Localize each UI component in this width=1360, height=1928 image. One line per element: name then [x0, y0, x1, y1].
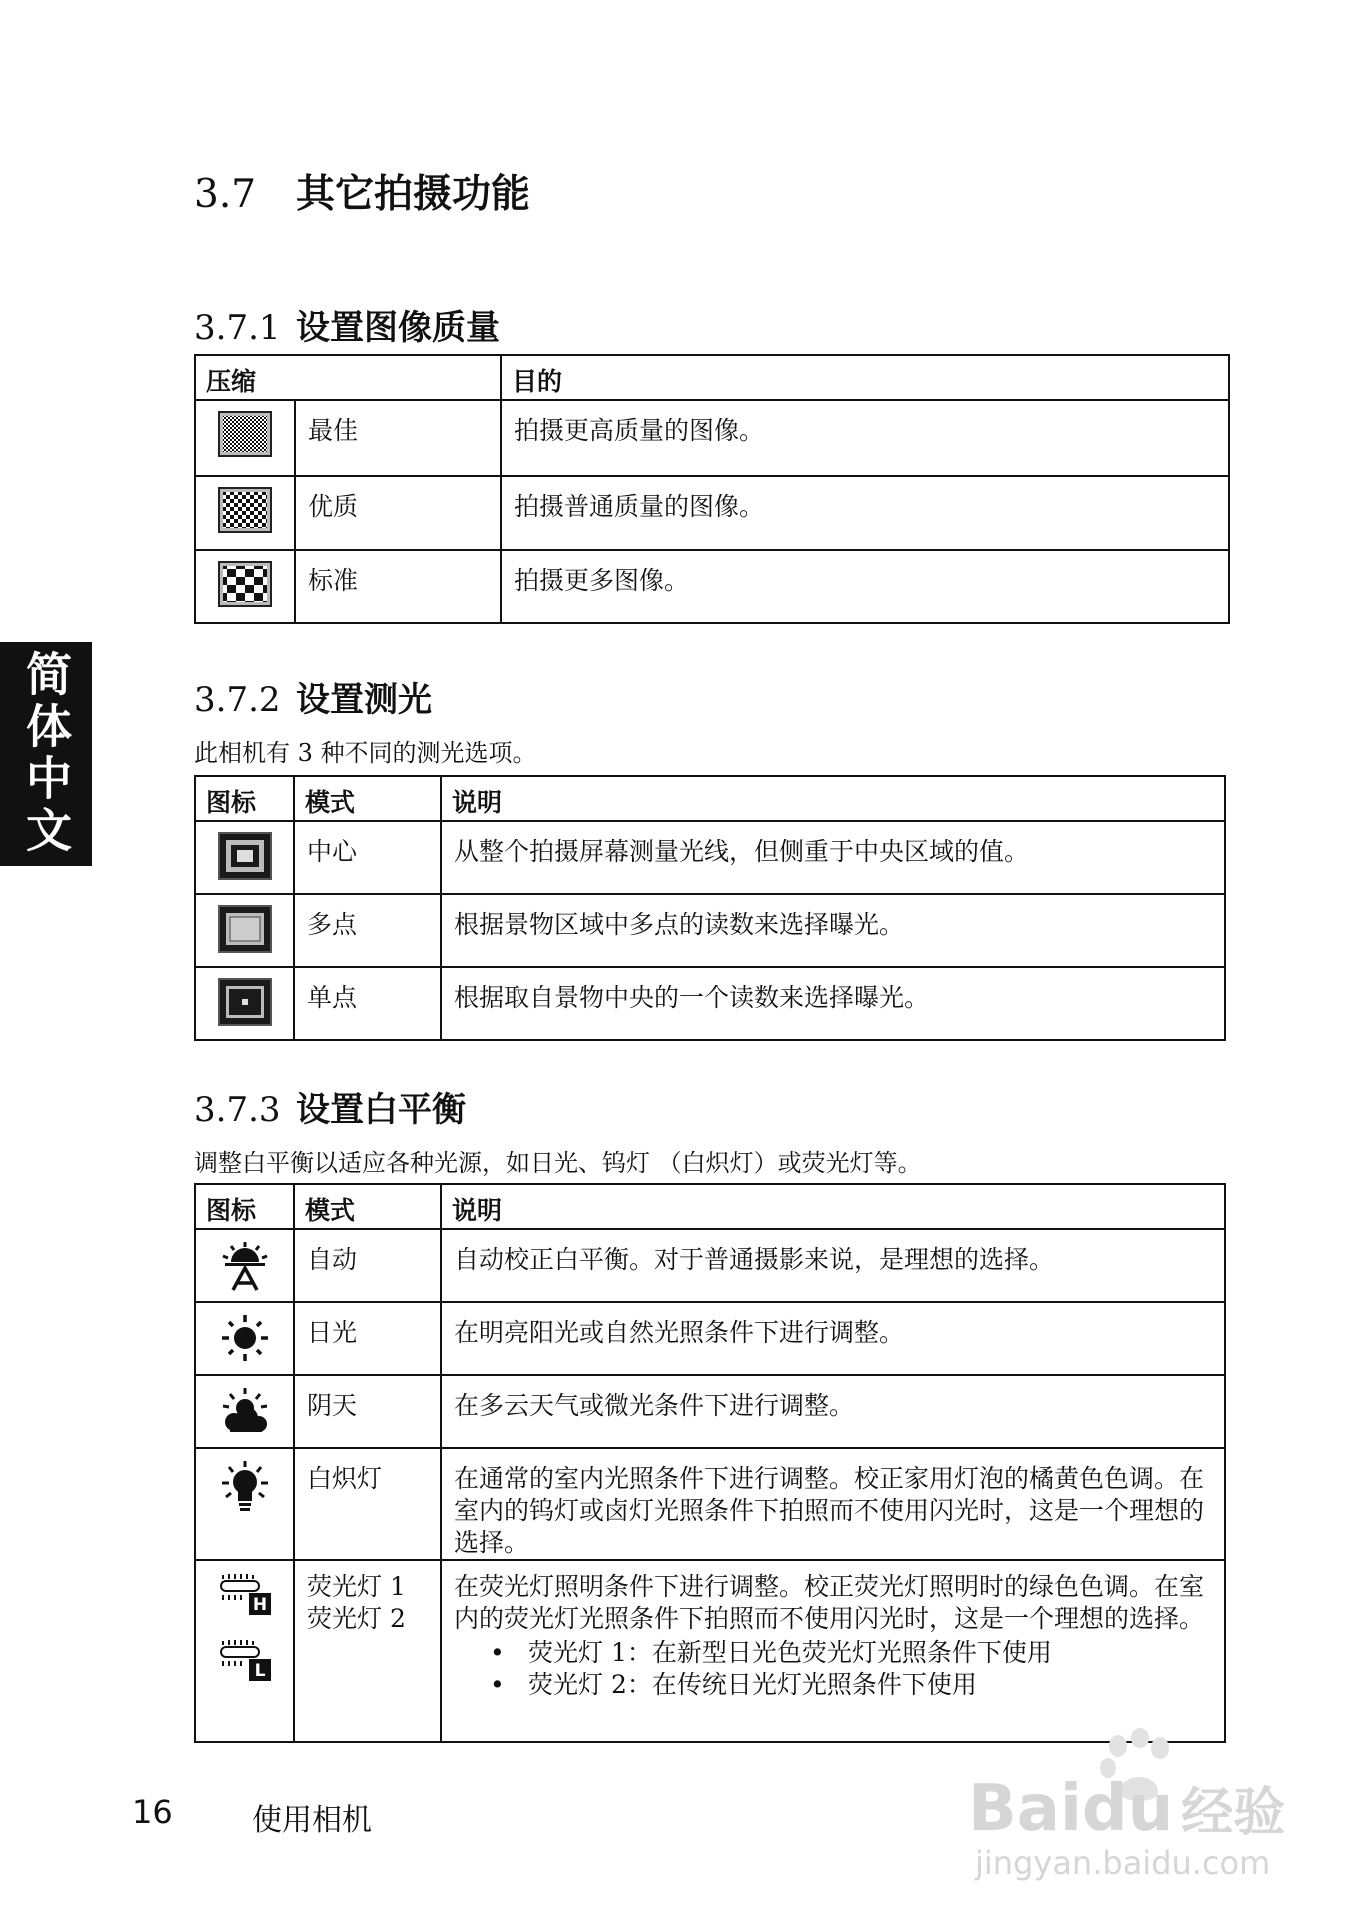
language-label: 简体中文 — [19, 650, 73, 858]
mode-label: 白炽灯 — [294, 1448, 441, 1560]
mode-label: 阴天 — [294, 1375, 441, 1448]
header-description: 说明 — [441, 776, 1225, 821]
list-item — [490, 1637, 1212, 1669]
fluorescent-mode-1 — [307, 1571, 428, 1603]
mode-description: 自动校正白平衡。对于普通摄影来说，是理想的选择。 — [441, 1229, 1225, 1302]
metering-number: 3.7.2 — [194, 680, 281, 720]
section-number: 3.7 — [194, 172, 257, 217]
fluorescent-h-letter: H — [252, 1595, 267, 1615]
table-row — [195, 894, 1225, 967]
bullet-2-text: ：在传统日光灯光照条件下使用 — [626, 1670, 977, 1699]
header-icon: 图标 — [195, 1184, 294, 1229]
metering-center-icon — [195, 821, 294, 894]
wb-cloudy-icon — [195, 1375, 294, 1448]
table-row — [195, 1229, 1225, 1302]
wb-fluorescent-icons — [195, 1560, 294, 1742]
metering-intro-a: 此相机有 — [194, 739, 290, 767]
metering-title: 设置测光 — [296, 680, 432, 720]
metering-center-icon-graphic — [218, 832, 272, 880]
mode-description: 在多云天气或微光条件下进行调整。 — [441, 1375, 1225, 1448]
fluorescent-h-icon — [217, 1571, 273, 1623]
white-balance-table — [194, 1183, 1226, 1743]
mode-description: 拍摄普通质量的图像。 — [501, 476, 1229, 550]
quality-fine-icon — [195, 476, 295, 550]
wb-intro: 调整白平衡以适应各种光源，如日光、钨灯 （白炽灯）或荧光灯等。 — [194, 1149, 922, 1177]
mode-description: 在明亮阳光或自然光照条件下进行调整。 — [441, 1302, 1225, 1375]
watermark-brand-a: Bai — [968, 1772, 1082, 1846]
table-row — [195, 1375, 1225, 1448]
mode-label: 自动 — [294, 1229, 441, 1302]
fluorescent-mode-2-number: 2 — [389, 1604, 406, 1633]
mode-label: 日光 — [294, 1302, 441, 1375]
table-row — [195, 1302, 1225, 1375]
bullet-1-number: 1 — [610, 1638, 627, 1667]
metering-spot-icon — [195, 967, 294, 1040]
fluorescent-mode-1-text: 荧光灯 — [307, 1572, 383, 1601]
mode-description: 根据景物区域中多点的读数来选择曝光。 — [441, 894, 1225, 967]
table-row — [195, 476, 1229, 550]
wb-title: 设置白平衡 — [296, 1090, 466, 1130]
quality-normal-icon — [195, 550, 295, 623]
metering-heading — [194, 672, 432, 721]
table-header-row — [195, 776, 1225, 821]
table-header-row — [195, 355, 1229, 400]
fluorescent-mode-2 — [307, 1603, 428, 1635]
header-icon: 图标 — [195, 776, 294, 821]
fluorescent-mode-1-number: 1 — [389, 1572, 406, 1601]
header-mode: 模式 — [294, 776, 441, 821]
wb-number: 3.7.3 — [194, 1090, 281, 1130]
quality-title: 设置图像质量 — [296, 308, 500, 348]
header-compression: 压缩 — [195, 355, 501, 400]
table-header-row — [195, 1184, 1225, 1229]
quality-table — [194, 354, 1230, 624]
table-row — [195, 1448, 1225, 1560]
watermark-brand-b: du — [1081, 1772, 1174, 1846]
metering-intro — [194, 733, 537, 768]
fluorescent-l-icon — [217, 1637, 273, 1689]
mode-label: 标准 — [295, 550, 501, 623]
bullet-1-label: 荧光灯 — [528, 1638, 604, 1667]
quality-best-icon — [195, 400, 295, 476]
bullet-1-text: ：在新型日光色荧光灯光照条件下使用 — [626, 1638, 1052, 1667]
quality-best-icon-graphic — [218, 411, 272, 457]
fluorescent-l-letter: L — [254, 1661, 265, 1681]
mode-label-fluorescent — [294, 1560, 441, 1742]
section-heading — [194, 163, 530, 219]
header-purpose: 目的 — [501, 355, 1229, 400]
mode-label: 优质 — [295, 476, 501, 550]
wb-heading — [194, 1082, 466, 1131]
mode-label: 中心 — [294, 821, 441, 894]
table-row — [195, 1560, 1225, 1742]
metering-intro-b: 种不同的测光选项。 — [320, 739, 537, 767]
bullet-2-label: 荧光灯 — [528, 1670, 604, 1699]
metering-intro-number: 3 — [297, 739, 313, 767]
fluorescent-bullet-list — [454, 1637, 1212, 1701]
watermark-brand-c: 经验 — [1181, 1783, 1286, 1843]
fluorescent-mode-2-text: 荧光灯 — [307, 1604, 383, 1633]
mode-description: 拍摄更高质量的图像。 — [501, 400, 1229, 476]
quality-fine-icon-graphic — [218, 487, 272, 533]
wb-daylight-icon-graphic — [220, 1313, 270, 1363]
mode-label: 单点 — [294, 967, 441, 1040]
table-row — [195, 967, 1225, 1040]
quality-heading — [194, 300, 500, 349]
wb-tungsten-icon — [195, 1448, 294, 1560]
watermark-url: jingyan.baidu.com — [975, 1844, 1271, 1882]
table-row — [195, 821, 1225, 894]
table-row — [195, 550, 1229, 623]
metering-table — [194, 775, 1226, 1041]
wb-auto-icon-graphic — [221, 1240, 269, 1292]
metering-spot-icon-graphic — [218, 978, 272, 1026]
mode-description: 从整个拍摄屏幕测量光线，但侧重于中央区域的值。 — [441, 821, 1225, 894]
watermark-logo — [968, 1770, 1285, 1846]
quality-normal-icon-graphic — [218, 561, 272, 607]
page-number: 16 — [132, 1793, 173, 1831]
header-mode: 模式 — [294, 1184, 441, 1229]
mode-description — [441, 1560, 1225, 1742]
mode-label: 多点 — [294, 894, 441, 967]
wb-auto-icon — [195, 1229, 294, 1302]
mode-description: 根据取自景物中央的一个读数来选择曝光。 — [441, 967, 1225, 1040]
wb-daylight-icon — [195, 1302, 294, 1375]
mode-description: 拍摄更多图像。 — [501, 550, 1229, 623]
language-side-tab — [0, 642, 92, 866]
mode-label: 最佳 — [295, 400, 501, 476]
mode-description: 在通常的室内光照条件下进行调整。校正家用灯泡的橘黄色色调。在室内的钨灯或卤灯光照条件下拍照而不使用闪光时，这是一个理想的选择。 — [441, 1448, 1225, 1560]
bullet-2-number: 2 — [610, 1670, 627, 1699]
metering-multi-icon-graphic — [218, 905, 272, 953]
footer-title: 使用相机 — [252, 1803, 372, 1838]
list-item — [490, 1669, 1212, 1701]
metering-multi-icon — [195, 894, 294, 967]
quality-number: 3.7.1 — [194, 308, 281, 348]
section-title: 其它拍摄功能 — [296, 172, 531, 217]
wb-tungsten-icon-graphic — [220, 1459, 270, 1513]
wb-cloudy-icon-graphic — [220, 1386, 270, 1436]
table-row — [195, 400, 1229, 476]
header-description: 说明 — [441, 1184, 1225, 1229]
fluorescent-description: 在荧光灯照明条件下进行调整。校正荧光灯照明时的绿色色调。在室内的荧光灯光照条件下拍照而不使用闪光时，这是一个理想的选择。 — [454, 1572, 1205, 1633]
